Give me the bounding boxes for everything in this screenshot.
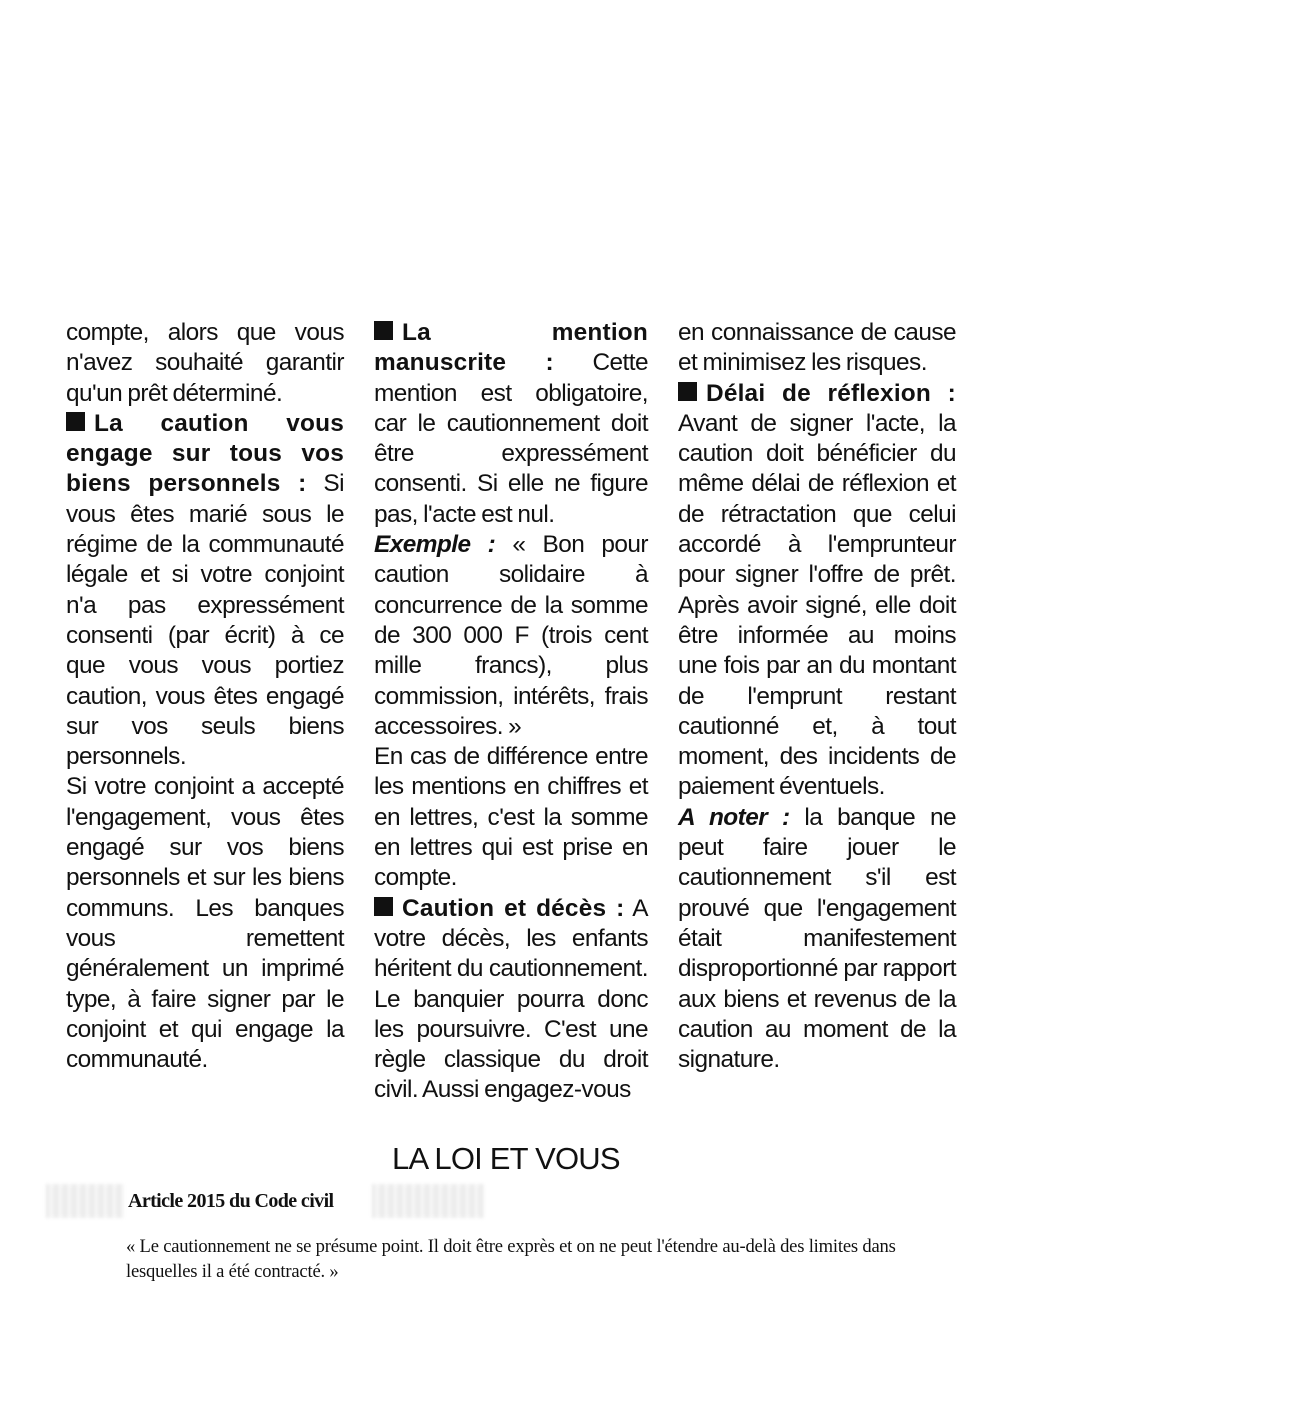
column-3 (678, 318, 956, 1075)
section-heading: La caution vous engage sur tous vos biens personnels : (66, 409, 344, 498)
note-label: A noter : (678, 803, 790, 831)
section-delai-reflexion (678, 379, 956, 803)
square-bullet-icon (66, 412, 85, 431)
section-heading: La mention manuscrite : (374, 319, 648, 377)
example-paragraph (374, 530, 648, 742)
example-body: « Bon pour caution solidaire à concurrence de la somme de 300 000 F (trois cent mille francs), plus commission, intérêts, frais accessoires. » (374, 531, 649, 740)
section-body: A votre décès, les enfants héritent du cautionnement. Le banquier pourra donc les poursuivre. C'est une règle classique du droit civil. Aussi engagez-vous (374, 894, 648, 1104)
section-mention-manuscrite (374, 318, 648, 530)
section-body: Si vous êtes marié sous le régime de la communauté légale et si votre conjoint n'a pas expressément consenti (par écrit) à ce que vous vous portiez caution, vous êtes engagé sur vos seuls biens personnels. (66, 470, 344, 771)
square-bullet-icon (374, 321, 393, 340)
law-section-title: LA LOI ET VOUS (392, 1141, 620, 1176)
paragraph-conjoint: Si votre conjoint a accepté l'engagement, vous êtes engagé sur vos biens personnels et sur les biens communs. Les banques vous remettent généralement un imprimé type, à faire signer par le conjoint et qui engage la communauté. (66, 773, 344, 1074)
section-caution-deces (374, 894, 648, 1106)
note-body: la banque ne peut faire jouer le cautionnement s'il est prouvé que l'engagement était manifestement disproportionné par rapport aux biens et revenus de la caution au moment de la signature. (678, 803, 956, 1074)
section-heading: Caution et décès : (402, 894, 625, 922)
section-body: Avant de signer l'acte, la caution doit bénéficier du même délai de réflexion et de rétractation que celui accordé à l'emprunteur pour signer l'offre de prêt. Après avoir signé, elle doit être informée au moins une fois par an du montant de l'emprunt restant cautionné et, à tout moment, des incidents de paiement éventuels. (678, 409, 956, 801)
section-body: Cette mention est obligatoire, car le cautionnement doit être expressément consenti. Si elle ne figure pas, l'acte est nul. (374, 349, 648, 528)
scan-artifact (46, 1184, 124, 1218)
square-bullet-icon (374, 897, 393, 916)
example-label: Exemple : (374, 531, 496, 559)
note-paragraph (678, 803, 956, 1076)
article-quote: « Le cautionnement ne se présume point. Il doit être exprès et on ne peut l'étendre au-delà des limites dans lesquelles il a été contracté. » (126, 1236, 896, 1282)
paragraph-difference: En cas de différence entre les mentions en chiffres et en lettres, c'est la somme en lettres qui est prise en compte. (374, 743, 648, 892)
column-2 (374, 318, 648, 1106)
scan-artifact (372, 1184, 484, 1218)
section-caution-biens (66, 409, 344, 773)
article-columns (66, 318, 956, 1104)
section-heading: Délai de réflexion : (706, 379, 956, 407)
square-bullet-icon (678, 382, 697, 401)
column-1 (66, 318, 344, 1075)
continuation-paragraph: en connaissance de cause et minimisez les risques. (678, 319, 956, 377)
intro-paragraph: compte, alors que vous n'avez souhaité garantir qu'un prêt déterminé. (66, 319, 344, 407)
article-title: Article 2015 du Code civil (128, 1190, 334, 1212)
